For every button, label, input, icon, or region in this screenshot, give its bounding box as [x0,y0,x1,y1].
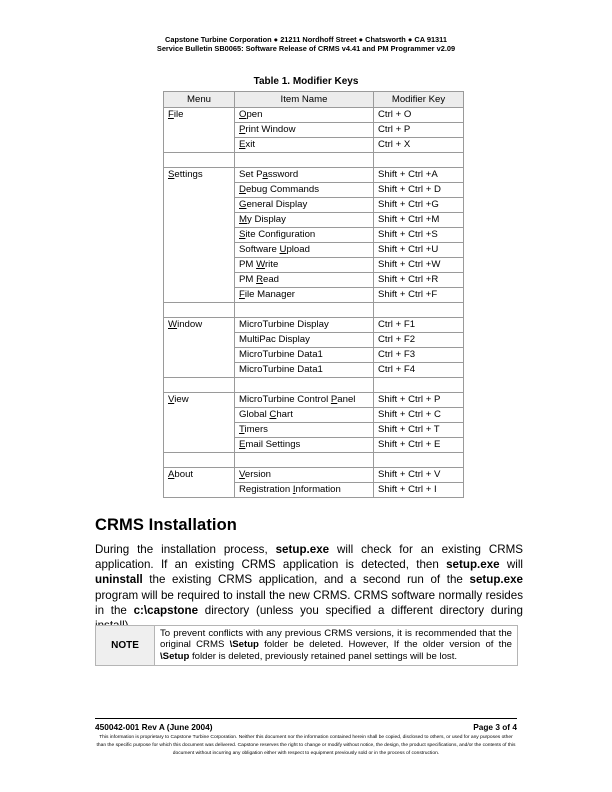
cell-item-name [235,153,374,168]
cell-menu [164,138,235,153]
mnemonic-letter: R [256,274,263,285]
cell-item-name: MicroTurbine Data1 [235,348,374,363]
cell-modifier-key: Ctrl + F2 [374,333,464,348]
mnemonic-letter: G [239,199,247,210]
mnemonic-letter: a [262,169,268,180]
table-row [164,153,464,168]
bold-text: \Setup [229,639,259,651]
cell-modifier-key: Shift + Ctrl +G [374,198,464,213]
cell-modifier-key: Shift + Ctrl + C [374,408,464,423]
bold-text: c:\capstone [133,603,199,617]
table-row [164,423,464,438]
text: folder is deleted, previously retained panel settings will be lost. [189,650,458,662]
mnemonic-letter: I [292,484,296,495]
cell-menu [164,333,235,348]
cell-item-name: Open [235,108,374,123]
cell-item-name: Print Window [235,123,374,138]
cell-modifier-key [374,303,464,318]
cell-menu: Window [164,318,235,333]
mnemonic-letter: O [239,109,247,120]
note-box [95,625,518,666]
table-row [164,483,464,498]
legal-notice: This information is proprietary to Capstone Turbine Corporation. Neither this document nor the information contained herein shall be copied, disclosed to others, or used for any purposes other than the specific purpose for which this document was delivered. Capstone reserves the right to change or modify without notice, the design, the product specifications, and/or the contents of this document without incurring any obligation either with respect to equipment previously sold or in the process of construction. [96,735,516,757]
table-row [164,468,464,483]
cell-modifier-key: Shift + Ctrl +U [374,243,464,258]
mnemonic-letter: U [279,244,287,255]
text: directory (unless you specified a different directory during [204,603,523,617]
table-row [164,348,464,363]
cell-item-name: Debug Commands [235,183,374,198]
cell-menu [164,213,235,228]
cell-modifier-key [374,153,464,168]
cell-menu: About [164,468,235,483]
cell-item-name: File Manager [235,288,374,303]
cell-menu [164,438,235,453]
cell-modifier-key: Shift + Ctrl + T [374,423,464,438]
cell-item-name [235,303,374,318]
cell-menu [164,183,235,198]
table-row [164,408,464,423]
cell-modifier-key: Shift + Ctrl + I [374,483,464,498]
table-row [164,363,464,378]
text: To prevent conflicts with any previous CRMS versions, it is recommended that the original CRMS [160,628,512,651]
installation-paragraph [95,542,523,633]
table-row [164,123,464,138]
cell-menu [164,273,235,288]
text: During the installation process, [95,543,276,556]
bold-text: setup.exe [469,573,523,587]
table-row [164,213,464,228]
cell-modifier-key: Shift + Ctrl + E [374,438,464,453]
cell-modifier-key: Shift + Ctrl +A [374,168,464,183]
cell-menu [164,348,235,363]
cell-modifier-key: Ctrl + P [374,123,464,138]
cell-menu [164,123,235,138]
cell-menu: File [164,108,235,123]
cell-item-name: My Display [235,213,374,228]
table-row [164,108,464,123]
table-row [164,138,464,153]
column-header-modifier-key: Modifier Key [374,92,464,108]
mnemonic-letter: E [239,139,246,150]
cell-modifier-key [374,378,464,393]
mnemonic-letter: W [168,319,178,331]
table-row [164,288,464,303]
text: will [499,558,523,572]
cell-item-name: MicroTurbine Data1 [235,363,374,378]
note-label: NOTE [96,626,155,666]
bold-text: \Setup [160,650,190,662]
table-row [164,198,464,213]
cell-item-name: Email Settings [235,438,374,453]
table-row [164,258,464,273]
cell-menu [164,243,235,258]
table-row [164,228,464,243]
mnemonic-letter: D [239,184,246,195]
cell-modifier-key: Ctrl + F3 [374,348,464,363]
cell-modifier-key: Shift + Ctrl + V [374,468,464,483]
bold-text: setup.exe [275,543,330,556]
cell-menu [164,228,235,243]
mnemonic-letter: V [168,394,175,406]
table-row [164,243,464,258]
page-number: Page 3 of 4 [473,722,517,732]
mnemonic-letter: M [239,214,247,225]
cell-modifier-key: Ctrl + O [374,108,464,123]
table-row [164,303,464,318]
cell-modifier-key: Shift + Ctrl +M [374,213,464,228]
table-row [164,273,464,288]
cell-modifier-key: Shift + Ctrl + D [374,183,464,198]
mnemonic-letter: V [239,469,245,480]
mnemonic-letter: E [239,439,246,450]
cell-modifier-key: Ctrl + X [374,138,464,153]
table-row [164,333,464,348]
note-text [155,626,518,666]
table-body [164,108,464,498]
mnemonic-letter: S [239,229,246,240]
text: program will be required to install the new CRMS. CRMS software normally resides in the [95,588,523,617]
cell-menu [164,408,235,423]
cell-item-name: PM Write [235,258,374,273]
table-row [164,453,464,468]
mnemonic-letter: P [239,124,246,135]
cell-item-name: PM Read [235,273,374,288]
cell-menu [164,453,235,468]
section-title: CRMS Installation [95,516,237,534]
cell-item-name [235,453,374,468]
cell-item-name: General Display [235,198,374,213]
cell-menu [164,483,235,498]
mnemonic-letter: T [239,424,245,435]
cell-menu [164,363,235,378]
mnemonic-letter: C [269,409,277,420]
text: will check for an existing CRMS application. If an existing CRMS application is detected, then [95,543,523,572]
document-id: 450042-001 Rev A (June 2004) [95,722,213,732]
cell-menu: Settings [164,168,235,183]
cell-item-name: Global Chart [235,408,374,423]
bold-text: uninstall [95,573,143,587]
cell-item-name: MicroTurbine Control Panel [235,393,374,408]
cell-menu [164,288,235,303]
cell-modifier-key: Ctrl + F1 [374,318,464,333]
cell-item-name: Timers [235,423,374,438]
cell-item-name: MicroTurbine Display [235,318,374,333]
cell-modifier-key: Shift + Ctrl +F [374,288,464,303]
cell-modifier-key: Shift + Ctrl +S [374,228,464,243]
cell-item-name: Site Configuration [235,228,374,243]
mnemonic-letter: F [239,289,245,300]
bold-text: setup.exe [446,558,500,572]
table-row [164,168,464,183]
cell-menu [164,378,235,393]
cell-menu [164,258,235,273]
cell-item-name: Set Password [235,168,374,183]
column-header-menu: Menu [164,92,235,108]
mnemonic-letter: S [168,169,175,181]
table-row [164,378,464,393]
cell-menu [164,423,235,438]
text: folder be deleted. However, If the older version of the [258,639,512,651]
cell-modifier-key: Shift + Ctrl + P [374,393,464,408]
cell-modifier-key [374,453,464,468]
cell-item-name: Software Upload [235,243,374,258]
cell-item-name [235,378,374,393]
cell-menu [164,198,235,213]
footer-divider [95,718,517,719]
cell-item-name: Version [235,468,374,483]
cell-modifier-key: Shift + Ctrl +W [374,258,464,273]
table-row [164,438,464,453]
header-bulletin-line: Service Bulletin SB0065: Software Release of CRMS v4.41 and PM Programmer v2.09 [156,44,456,53]
table-row [164,183,464,198]
cell-item-name: Exit [235,138,374,153]
mnemonic-letter: P [330,394,338,405]
table-row [164,393,464,408]
mnemonic-letter: W [256,259,265,270]
cell-modifier-key: Ctrl + F4 [374,363,464,378]
mnemonic-letter: F [168,109,174,121]
table-header-row [164,92,464,108]
table-title: Table 1. Modifier Keys [253,76,359,87]
table-row [164,318,464,333]
text: the existing CRMS application, and a second run of the [142,573,470,587]
cell-item-name: Registration Information [235,483,374,498]
modifier-keys-table [163,91,464,498]
cell-menu [164,303,235,318]
header-company-line: Capstone Turbine Corporation ● 21211 Nordhoff Street ● Chatsworth ● CA 91311 [165,35,447,44]
cell-item-name: MultiPac Display [235,333,374,348]
cell-menu [164,153,235,168]
mnemonic-letter: A [168,469,175,481]
cell-modifier-key: Shift + Ctrl +R [374,273,464,288]
cell-menu: View [164,393,235,408]
column-header-item-name: Item Name [235,92,374,108]
